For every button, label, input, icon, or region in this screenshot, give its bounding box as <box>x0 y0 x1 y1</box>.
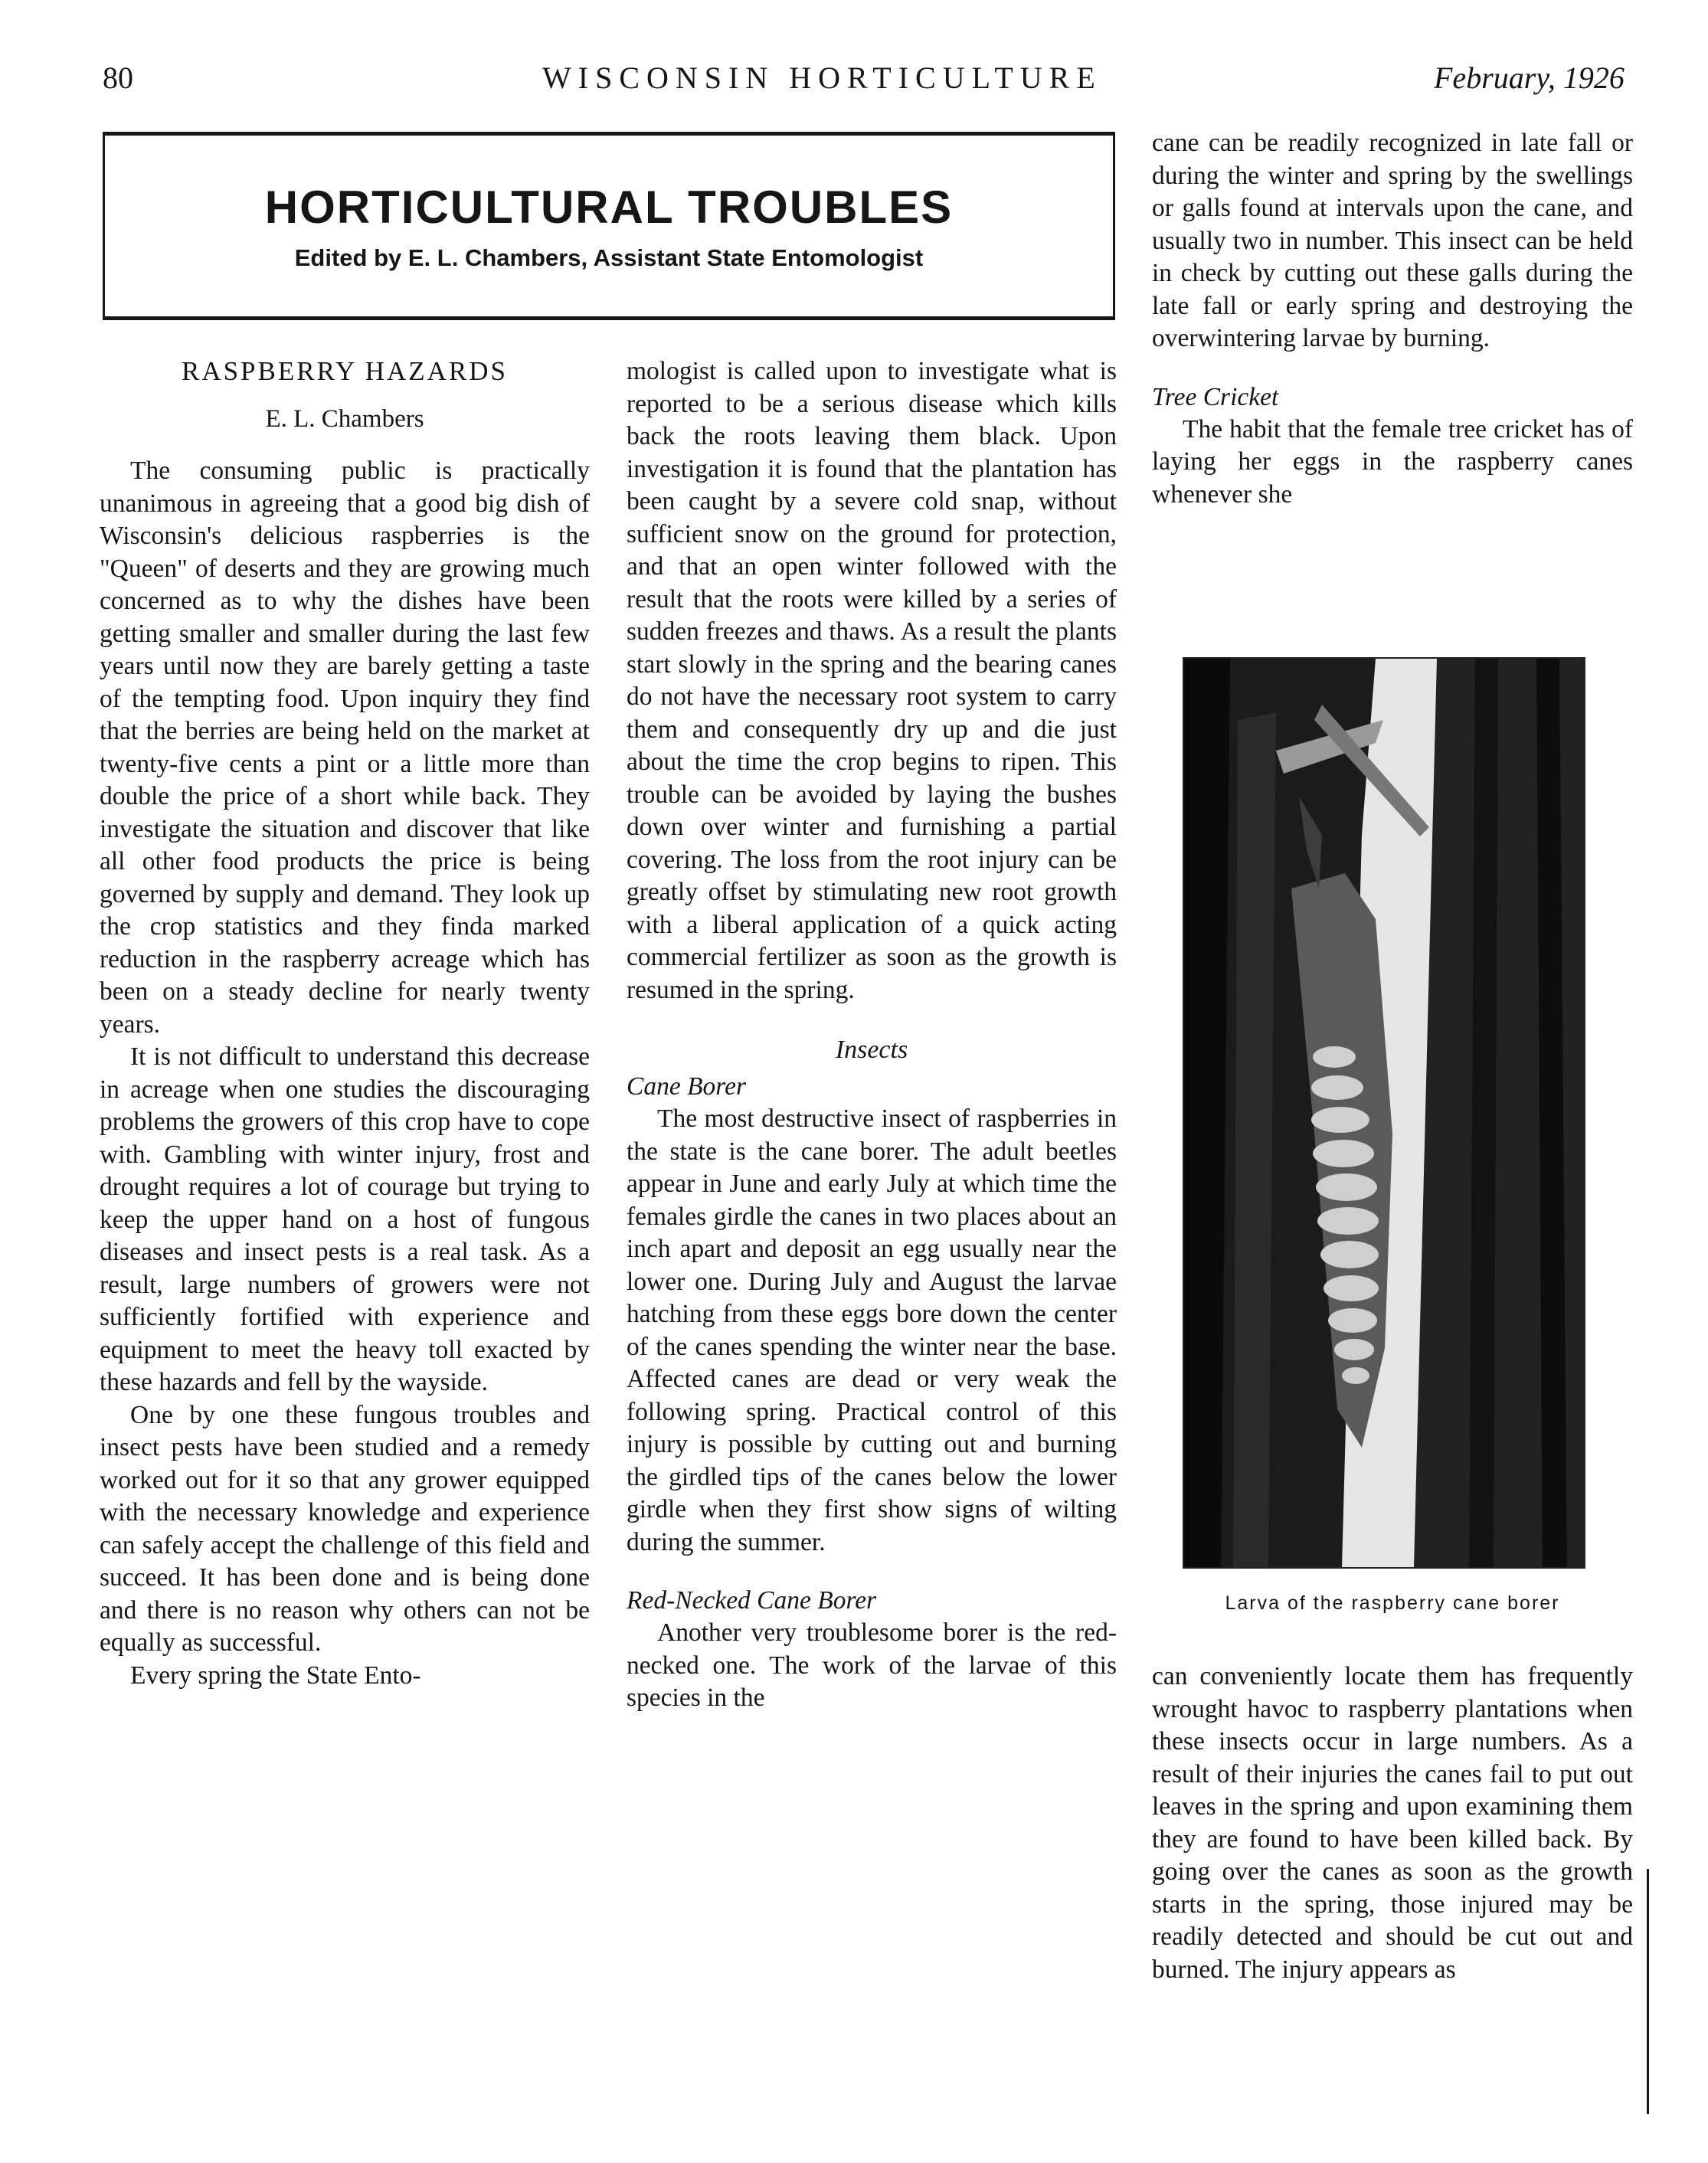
page-number: 80 <box>103 61 133 95</box>
paragraph: One by one these fungous troubles and insect pests have been studied and a remedy worked out for it so that any grower equipped with the necessary knowledge and experience can safely accept the challenge of this field and succeed. It has been done and is being done and there is no reason why others can not be equally as successful. <box>100 1400 590 1657</box>
photo-caption: Larva of the raspberry cane borer <box>1225 1592 1560 1614</box>
paragraph: Another very troublesome borer is the red-necked one. The work of the larvae of this species in the <box>627 1618 1117 1712</box>
paragraph: The consuming public is practically unanimous in agreeing that a good big dish of Wisconsin's delicious raspberries is the "Queen" of deserts and they are growing much concerned as to why the dishes have been getting smaller and smaller during the last few years until now they are barely getting a taste of the tempting food. Upon inquiry they find that the berries are being held on the market at twenty-five cents a pint or a little more than double the price of a short while back. They investigate the situation and discover that like all other food products the price is being governed by supply and demand. They look up the crop statistics and they finda marked reduction in the raspberry acreage which has been on a steady decline for nearly twenty years. <box>100 456 590 1039</box>
larva-photograph <box>1183 657 1585 1569</box>
column-1 <box>100 355 590 1692</box>
paragraph: It is not difficult to understand this decrease in acreage when one studies the discouraging problems the growers of this crop have to cope with. Gambling with winter injury, frost and drought requires a lot of courage but trying to keep the upper hand on a host of fungous diseases and insect pests is a real task. As a result, large numbers of growers were not sufficiently fortified with experience and equipment to meet the heavy toll exacted by these hazards and fell by the wayside. <box>100 1042 590 1396</box>
subheading-tree-cricket: Tree Cricket <box>1152 382 1279 411</box>
department-editor: Edited by E. L. Chambers, Assistant State Entomologist <box>294 244 924 271</box>
department-title-box <box>103 132 1115 320</box>
paragraph: The most destructive insect of raspberries in the state is the cane borer. The adult beetles appear in June and early July at which time the females girdle the canes in two places about an inch apart and deposit an egg usually near the lower one. During July and August the larvae hatching from these eggs bore down the center of the canes spending the winter near the base. Affected canes are dead or very weak the following spring. Practical control of this injury is possible by cutting out and burning the girdled tips of the canes below the lower girdle when they first show signs of wilting during the summer. <box>627 1104 1117 1556</box>
subheading-red-necked-cane-borer: Red-Necked Cane Borer <box>627 1586 877 1615</box>
article-title: RASPBERRY HAZARDS <box>181 356 509 386</box>
department-title: HORTICULTURAL TROUBLES <box>264 182 954 233</box>
larva-photo-image <box>1184 659 1584 1567</box>
paragraph: mologist is called upon to investigate what is reported to be a serious disease which kills back the roots leaving them black. Upon investigation it is found that the plantation has been caught by a severe cold snap, without sufficient snow on the ground for protection, and that an open winter followed with the result that the roots were killed by a series of sudden freezes and thaws. As a result the plants start slowly in the spring and the bearing canes do not have the necessary root system to carry them and consequently dry up and die just about the time the crop begins to ripen. This trouble can be avoided by laying the bushes down over winter and furnishing a partial covering. The loss from the root injury can be greatly offset by stimulating new root growth with a liberal application of a quick acting commercial fertilizer as soon as the growth is resumed in the spring. <box>627 357 1117 1004</box>
subheading-cane-borer: Cane Borer <box>627 1072 747 1101</box>
column-3-top <box>1152 127 1633 511</box>
paragraph: cane can be readily recognized in late fall or during the winter and spring by the swellings or galls found at intervals upon the cane, and usually two in number. This insect can be held in check by cutting out these galls during the late fall or early spring and destroying the overwintering larvae by burning. <box>1152 129 1633 352</box>
paragraph: The habit that the female tree cricket has of laying her eggs in the raspberry canes whenever she <box>1152 414 1633 509</box>
column-3-bottom <box>1152 1661 1633 1986</box>
section-heading-insects: Insects <box>835 1036 908 1064</box>
article-author: E. L. Chambers <box>265 405 424 433</box>
running-header <box>0 55 1708 101</box>
issue-date: February, 1926 <box>1434 61 1625 95</box>
column-2 <box>627 355 1117 1715</box>
paragraph: Every spring the State Ento- <box>130 1661 421 1690</box>
paragraph: can conveniently locate them has frequently wrought havoc to raspberry plantations when these insects occur in large numbers. As a result of their injuries the canes fail to put out leaves in the spring and upon examining them they are found to have been killed back. By going over the canes as soon as the growth starts in the spring, those injured may be readily detected and should be cut out and burned. The injury appears as <box>1152 1662 1633 1984</box>
journal-title: WISCONSIN HORTICULTURE <box>542 61 1102 95</box>
margin-rule <box>1647 1869 1649 2114</box>
